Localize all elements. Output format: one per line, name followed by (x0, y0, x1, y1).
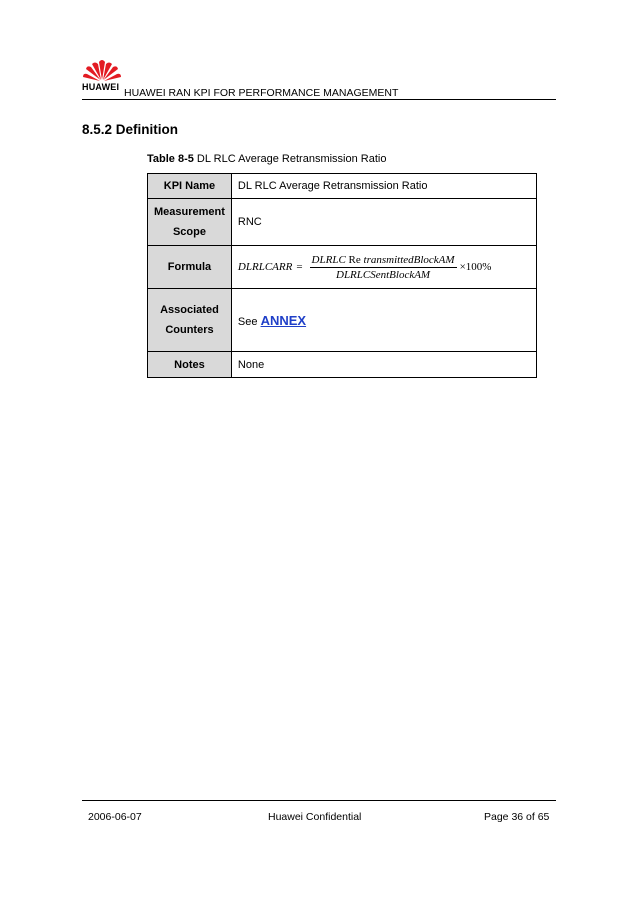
measurement-scope-label (148, 199, 232, 246)
associated-counters-label-line2: Counters (165, 324, 214, 336)
formula-multiplier: ×100% (459, 261, 492, 273)
annex-link[interactable]: ANNEX (260, 312, 307, 328)
formula-fraction (310, 254, 457, 281)
kpi-name-value: DL RLC Average Retransmission Ratio (231, 174, 536, 199)
table-caption (147, 153, 386, 165)
huawei-petals-icon (82, 58, 122, 84)
formula-numerator-part3: transmittedBlockAM (363, 253, 455, 266)
table-caption-text: DL RLC Average Retransmission Ratio (193, 153, 387, 165)
footer-page-number: Page 36 of 65 (484, 811, 550, 823)
formula-expression (238, 254, 530, 281)
associated-counters-value (231, 289, 536, 352)
logo-wordmark: HUAWEI (82, 82, 120, 92)
kpi-definition-table (147, 173, 537, 378)
footer-date: 2006-06-07 (88, 811, 142, 823)
footer-confidentiality: Huawei Confidential (268, 811, 362, 823)
associated-counters-label (148, 289, 232, 352)
header-divider (82, 99, 556, 100)
formula-numerator-part2: Re (348, 253, 361, 266)
page-header (82, 56, 556, 100)
measurement-scope-label-line1: Measurement (154, 206, 225, 218)
formula-numerator-part1: DLRLC (311, 253, 346, 266)
table-row-measurement-scope (148, 199, 537, 246)
table-row-kpi-name (148, 174, 537, 199)
table-row-formula (148, 246, 537, 289)
notes-value: None (231, 352, 536, 378)
header-title: HUAWEI RAN KPI FOR PERFORMANCE MANAGEMENT (124, 87, 399, 99)
formula-lhs: DLRLCARR (237, 261, 293, 273)
notes-label: Notes (148, 352, 232, 378)
table-row-associated-counters (148, 289, 537, 352)
formula-label: Formula (148, 246, 232, 289)
measurement-scope-label-line2: Scope (172, 226, 206, 238)
formula-equals: = (296, 261, 303, 273)
footer-divider (82, 800, 556, 801)
huawei-logo (82, 58, 122, 98)
formula-denominator: DLRLCSentBlockAM (336, 268, 431, 281)
table-caption-label: Table 8-5 (147, 153, 194, 165)
associated-counters-label-line1: Associated (160, 304, 219, 316)
formula-cell (231, 246, 536, 289)
kpi-name-label: KPI Name (148, 174, 232, 199)
table-row-notes (148, 352, 537, 378)
associated-counters-prefix: See (237, 315, 261, 328)
measurement-scope-value: RNC (231, 199, 536, 246)
section-heading: 8.5.2 Definition (82, 122, 179, 137)
formula-numerator (310, 254, 457, 268)
